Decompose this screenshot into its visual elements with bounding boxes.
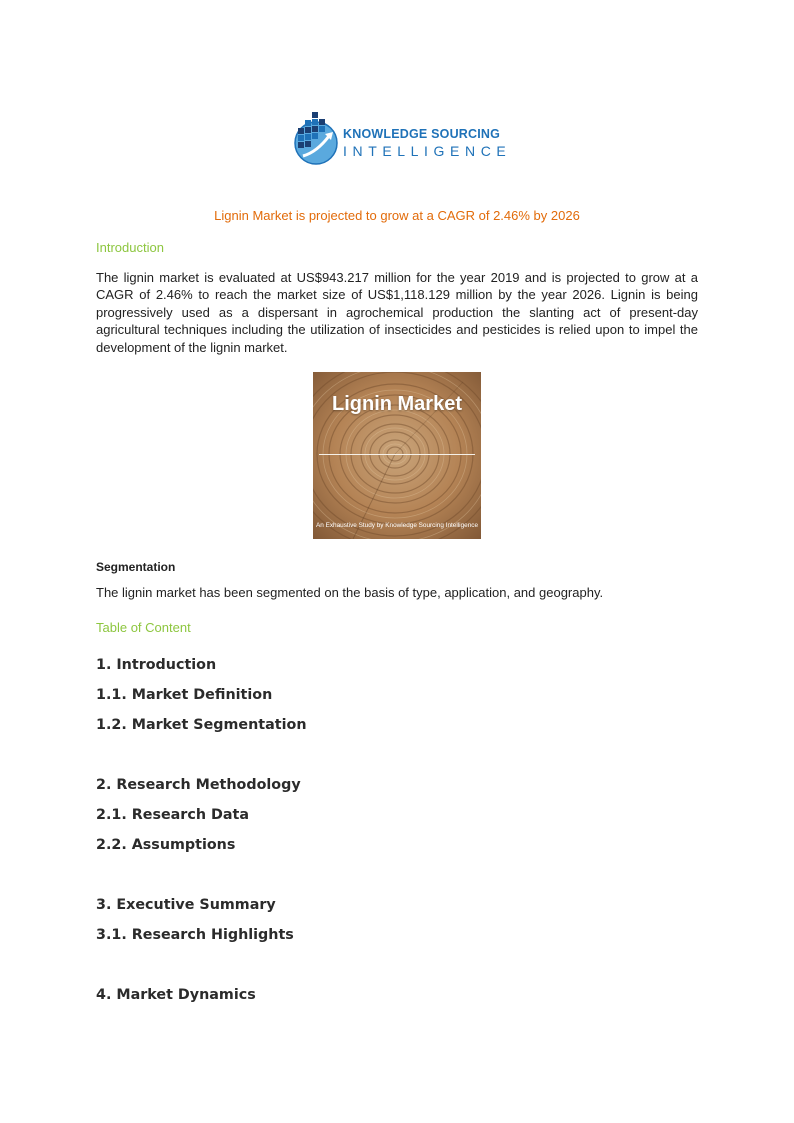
toc-item: 1. Introduction <box>96 657 217 673</box>
toc-item: 4. Market Dynamics <box>96 987 256 1003</box>
toc-item: 2. Research Methodology <box>96 777 301 793</box>
toc-item: 1.1. Market Definition <box>96 687 273 703</box>
company-logo <box>291 106 512 166</box>
logo-text-line1: KNOWLEDGE SOURCING <box>343 127 501 141</box>
cover-subtitle: An Exhaustive Study by Knowledge Sourcing Intelligence <box>316 522 478 529</box>
segmentation-paragraph: The lignin market has been segmented on the basis of type, application, and geography. <box>96 585 604 600</box>
toc-item: 2.2. Assumptions <box>96 837 236 853</box>
document-title: Lignin Market is projected to grow at a CAGR of 2.46% by 2026 <box>214 208 580 223</box>
toc-item: 3. Executive Summary <box>96 897 276 913</box>
introduction-paragraph: The lignin market is evaluated at US$943.217 million for the year 2019 and is projected to grow at a CAGR of 2.46% to reach the market size of US$1,118.129 million by the year 2026. Lignin is being progressively used as a dispersant in agrochemical production the slanting act of present-day agricultural techniques including the utilization of insecticides and pesticides is relied upon to impel the development of the lignin market. <box>96 270 698 355</box>
toc-item: 3.1. Research Highlights <box>96 927 294 943</box>
cover-title: Lignin Market <box>331 393 462 415</box>
toc-item: 2.1. Research Data <box>96 807 249 823</box>
lignin-market-cover-image <box>313 372 481 539</box>
introduction-label: Introduction <box>96 240 164 255</box>
toc-item: 1.2. Market Segmentation <box>96 717 307 733</box>
cover-divider <box>319 454 475 455</box>
segmentation-heading: Segmentation <box>96 560 176 574</box>
bar-chart-arrow-globe-icon <box>291 106 341 166</box>
logo-text-line2: INTELLIGENCE <box>343 143 512 159</box>
toc-label: Table of Content <box>96 620 191 635</box>
